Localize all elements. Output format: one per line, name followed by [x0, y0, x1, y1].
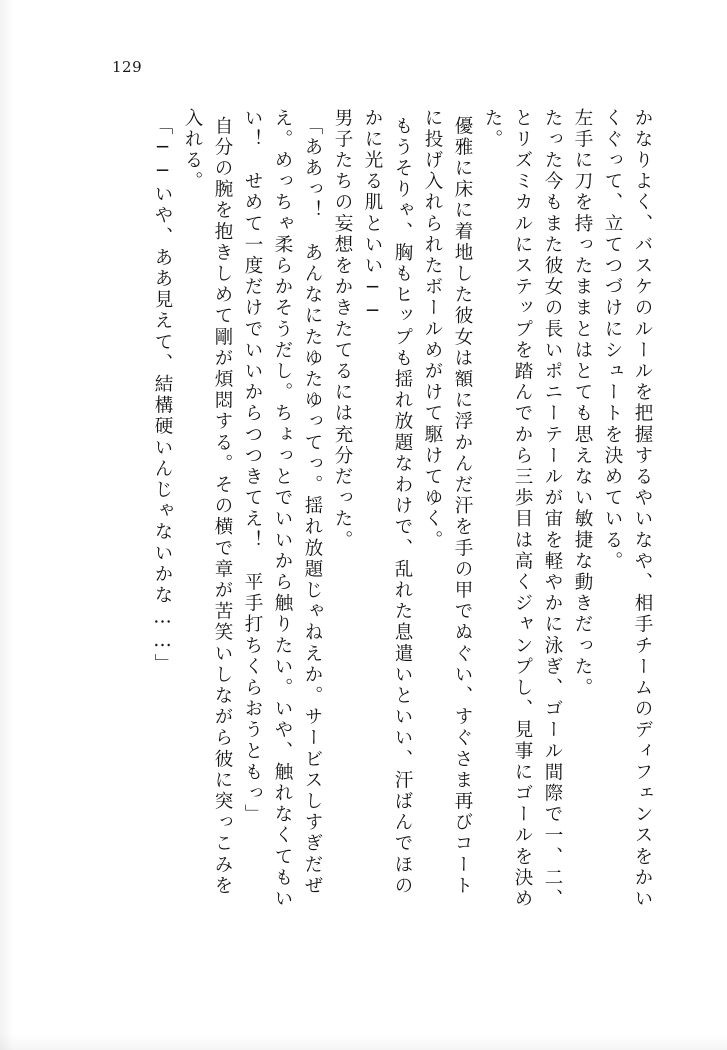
text-column: くぐって、立てつづけにシュートを決めている。 — [602, 108, 623, 573]
text-column: かなりよく、バスケのルールを把握するやいなや、相手チームのディフェンスをかい — [632, 108, 653, 910]
text-column: とリズミカルにステップを踏んでから三歩目は高くジャンプし、見事にゴールを決め — [512, 108, 533, 910]
text-column: 男子たちの妄想をかきたてるには充分だった。 — [332, 108, 353, 552]
page-edge-shading-bottom — [0, 1034, 727, 1050]
text-column: 「ああっ！ あんなにたゆたゆってっ。揺れ放題じゃねえか。サービスしすぎだぜ — [302, 116, 323, 897]
text-column: 優雅に床に着地した彼女は額に浮かんだ汗を手の甲でぬぐい、すぐさま再びコート — [452, 116, 473, 897]
page-edge-shading-left — [0, 0, 14, 1050]
text-column: もうそりゃ、胸もヒップも揺れ放題なわけで、乱れた息遣いといい、汗ばんでほの — [392, 116, 413, 897]
text-column: 自分の腕を抱きしめて剛が煩悶する。その横で章が苦笑いしながら彼に突っこみを — [212, 116, 233, 897]
text-column: に投げ入れられたボールめがけて駆けてゆく。 — [422, 108, 443, 552]
text-column: たった今もまた彼女の長いポニーテールが宙を軽やかに泳ぎ、ゴール間際で一、二、 — [542, 108, 563, 910]
text-column: い！ せめて一度だけでいいからつつきてえ！ 平手打ちくらおうともっ」 — [242, 108, 263, 826]
vertical-text-body — [76, 108, 651, 988]
text-column: 入れる。 — [182, 108, 203, 193]
text-column: 左手に刀を持ったままとはとても思えない敏捷な動きだった。 — [572, 108, 593, 699]
text-column: え。めっちゃ柔らかそうだし。ちょっとでいいから触りたい。いや、触れなくてもい — [272, 108, 293, 910]
text-column: かに光る肌といい── — [362, 108, 383, 324]
text-column: 「──いや、ああ見えて、結構硬いんじゃないかな……」 — [152, 116, 173, 675]
page-number: 129 — [112, 58, 143, 76]
text-column: た。 — [482, 108, 503, 151]
